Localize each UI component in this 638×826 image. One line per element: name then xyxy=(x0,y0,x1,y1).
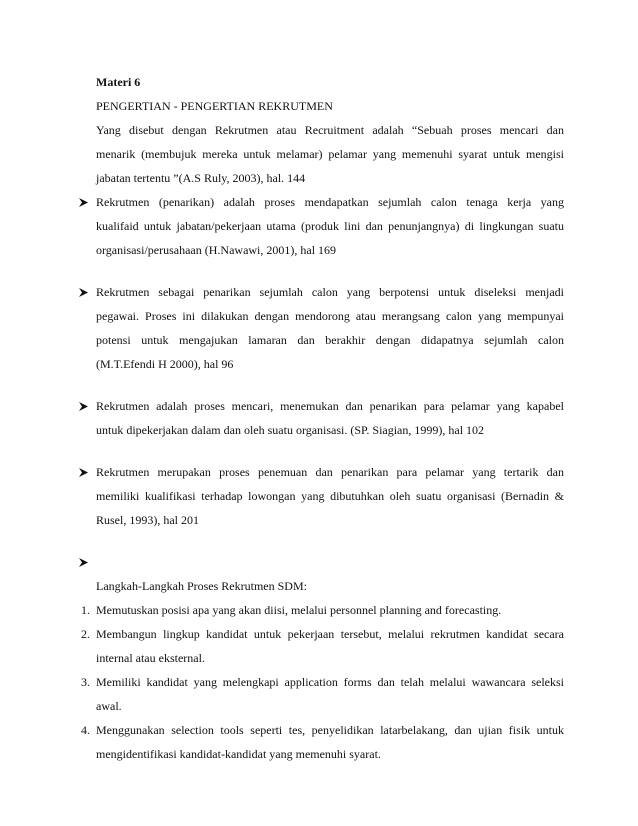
section-title: PENGERTIAN - PENGERTIAN REKRUTMEN xyxy=(96,99,333,113)
bullet-line: Rusel, 1993), hal 201 xyxy=(96,513,199,527)
arrow-bullet-icon xyxy=(78,190,92,214)
numbered-item xyxy=(81,670,564,718)
step-line: internal atau eksternal. xyxy=(96,651,205,665)
bullet-item xyxy=(96,280,564,376)
bullet-line: Rekrutmen merupakan proses penemuan dan penarikan para pelamar yang tertarik dan xyxy=(96,465,564,479)
step-line: Menggunakan selection tools seperti tes, penyelidikan latarbelakang, dan ujian fisik untuk xyxy=(96,723,564,737)
intro-line: Yang disebut dengan Rekrutmen atau Recruitment adalah “Sebuah proses mencari dan xyxy=(96,123,564,137)
bullet-line: memiliki kualifikasi terhadap lowongan yang dibutuhkan oleh suatu organisasi (Bernadin & xyxy=(96,489,564,503)
step-line: Memutuskan posisi apa yang akan diisi, melalui personnel planning and forecasting. xyxy=(96,603,502,617)
step-line: mengidentifikasi kandidat-kandidat yang memenuhi syarat. xyxy=(96,747,381,761)
steps-title: Langkah-Langkah Proses Rekrutmen SDM: xyxy=(96,579,307,593)
bullet-line: Rekrutmen (penarikan) adalah proses mendapatkan sejumlah calon tenaga kerja yang xyxy=(96,195,564,209)
item-number: 3. xyxy=(81,675,90,689)
bullet-item xyxy=(96,190,564,262)
arrow-bullet-icon xyxy=(78,550,92,574)
bullet-line: Rekrutmen adalah proses mencari, menemukan dan penarikan para pelamar yang kapabel xyxy=(96,399,564,413)
bullet-line: untuk dipekerjakan dalam dan oleh suatu organisasi. (SP. Siagian, 1999), hal 102 xyxy=(96,423,485,437)
step-line: Membangun lingkup kandidat untuk pekerjaan tersebut, melalui rekrutmen kandidat secara xyxy=(96,627,564,641)
numbered-item xyxy=(81,622,564,670)
item-number: 1. xyxy=(81,603,90,617)
bullet-line: pegawai. Proses ini dilakukan dengan mendorong atau merangsang calon yang mempunyai xyxy=(96,309,564,323)
item-number: 4. xyxy=(81,723,90,737)
item-number: 2. xyxy=(81,627,90,641)
bullet-item xyxy=(96,460,564,532)
intro-line: menarik (membujuk mereka untuk melamar) pelamar yang memenuhi syarat untuk mengisi xyxy=(96,147,564,161)
empty-bullet-item xyxy=(96,550,564,574)
heading: Materi 6 xyxy=(96,75,141,89)
numbered-item xyxy=(81,718,564,766)
arrow-bullet-icon xyxy=(78,280,92,304)
bullet-line: organisasi/perusahaan (H.Nawawi, 2001), hal 169 xyxy=(96,243,337,257)
step-line: awal. xyxy=(96,699,122,713)
intro-line: jabatan tertentu ”(A.S Ruly, 2003), hal. 144 xyxy=(96,171,306,185)
bullet-line: potensi untuk mengajukan lamaran dan berakhir dengan didapatnya sejumlah calon xyxy=(96,333,564,347)
document-content xyxy=(81,70,564,766)
intro-paragraph xyxy=(96,118,564,190)
bullet-item xyxy=(96,394,564,442)
bullet-line: Rekrutmen sebagai penarikan sejumlah calon yang berpotensi untuk diseleksi menjadi xyxy=(96,285,564,299)
numbered-item xyxy=(81,598,564,622)
step-line: Memiliki kandidat yang melengkapi application forms dan telah melalui wawancara seleksi xyxy=(96,675,564,689)
bullet-line: kualifaid untuk jabatan/pekerjaan utama (produk lini dan penunjangnya) di lingkungan suatu xyxy=(96,219,564,233)
arrow-bullet-icon xyxy=(78,460,92,484)
arrow-bullet-icon xyxy=(78,394,92,418)
bullet-line: (M.T.Efendi H 2000), hal 96 xyxy=(96,357,234,371)
